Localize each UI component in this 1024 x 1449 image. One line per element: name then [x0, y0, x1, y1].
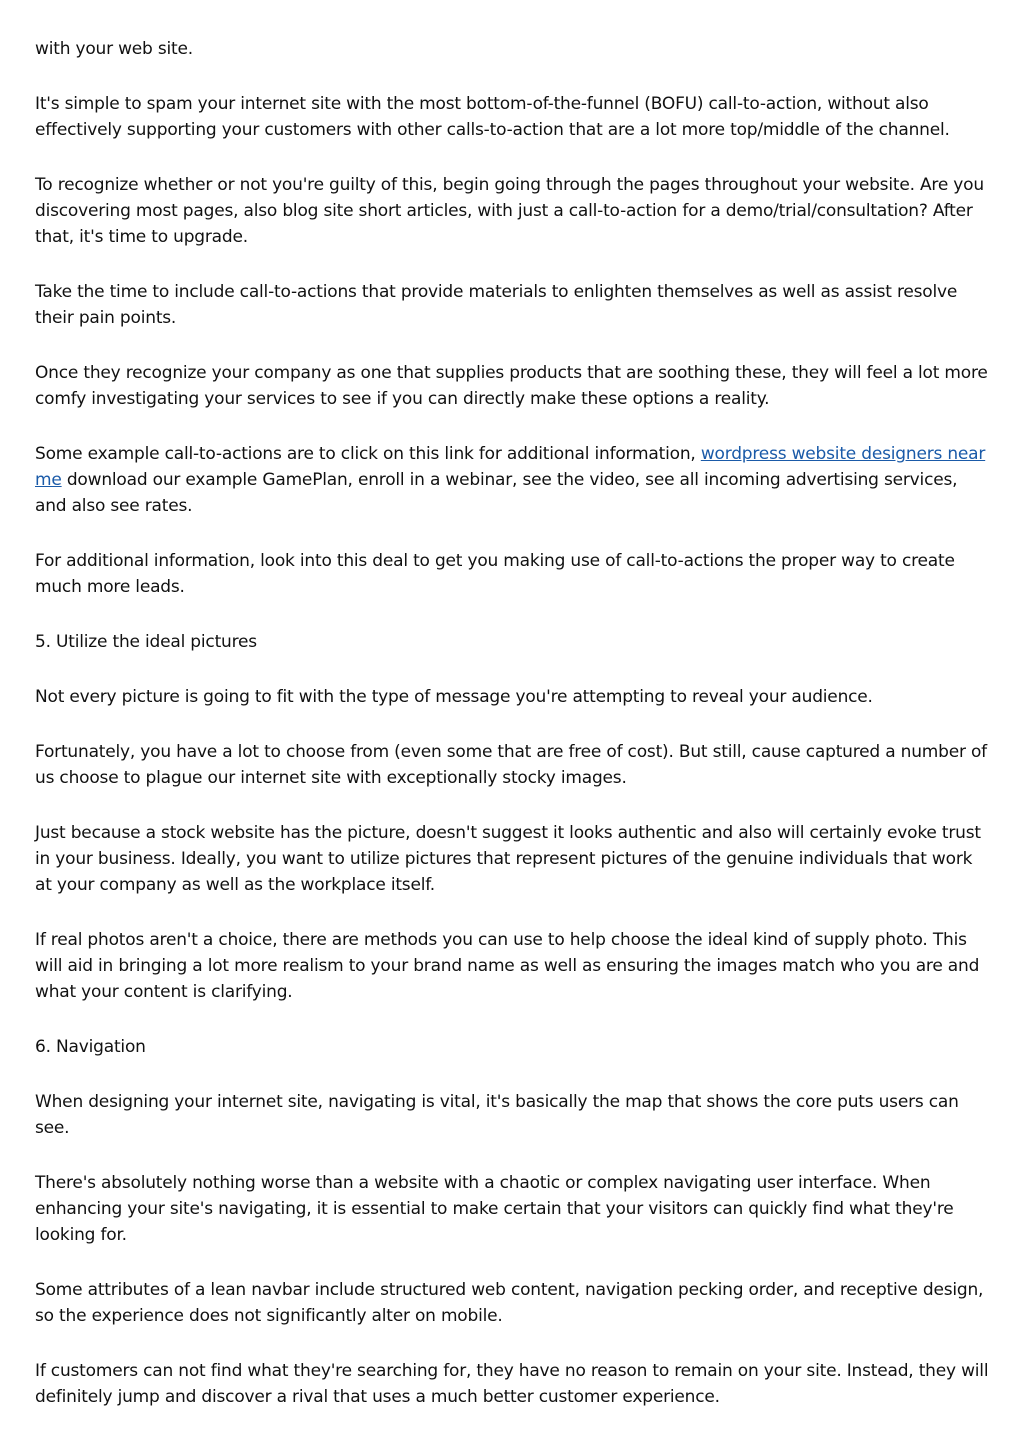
paragraph-real-photos: If real photos aren't a choice, there are methods you can use to help choose the ideal kind of supply photo. This will aid in bringing a lot more realism to your brand name as well as ensuring the images match who you are and what your content is clarifying. — [35, 930, 980, 1002]
example-ctas-text-before: Some example call-to-actions are to click on this link for additional information, — [35, 444, 701, 464]
wordpress-designers-link[interactable]: wordpress website designers near me — [35, 444, 986, 490]
paragraph-stock-images: Fortunately, you have a lot to choose from (even some that are free of cost). But still, cause captured a number of us choose to plague our internet site with exceptionally stocky images. — [35, 742, 987, 788]
paragraph-recognize-company: Once they recognize your company as one that supplies products that are soothing these, they will feel a lot more comfy investigating your services to see if you can directly make these options a reality. — [35, 363, 988, 409]
paragraph-add-ctas: Take the time to include call-to-actions that provide materials to enlighten themselves as well as assist resolve their pain points. — [35, 282, 958, 328]
paragraph-bofu-spam: It's simple to spam your internet site with the most bottom-of-the-funnel (BOFU) call-to-action, without also effectively supporting your customers with other calls-to-action that are a lot more top/middle of the channel. — [35, 94, 950, 140]
paragraph-intro-end: with your web site. — [35, 39, 193, 59]
paragraph-lean-navbar: Some attributes of a lean navbar include structured web content, navigation pecking order, and receptive design, so the experience does not significantly alter on mobile. — [35, 1280, 984, 1326]
section-heading-pictures: 5. Utilize the ideal pictures — [35, 632, 257, 652]
section-heading-navigation: 6. Navigation — [35, 1037, 146, 1057]
paragraph-not-every-picture: Not every picture is going to fit with the type of message you're attempting to reveal your audience. — [35, 687, 873, 707]
document-body — [35, 36, 993, 1439]
paragraph-navigation-vital: When designing your internet site, navigating is vital, it's basically the map that shows the core puts users can see. — [35, 1092, 959, 1138]
paragraph-example-ctas — [35, 441, 993, 519]
paragraph-chaotic-navigation: There's absolutely nothing worse than a website with a chaotic or complex navigating user interface. When enhancing your site's navigating, it is essential to make certain that your visitors can quickly find what they're looking for. — [35, 1173, 954, 1245]
paragraph-recognize-guilt: To recognize whether or not you're guilty of this, begin going through the pages throughout your website. Are you discovering most pages, also blog site short articles, with just a call-to-action for a demo/trial/consultation? After that, it's time to upgrade. — [35, 175, 984, 247]
paragraph-customer-experience: If customers can not find what they're searching for, they have no reason to remain on your site. Instead, they will definitely jump and discover a rival that uses a much better customer experience. — [35, 1361, 989, 1407]
paragraph-authentic-pictures: Just because a stock website has the picture, doesn't suggest it looks authentic and also will certainly evoke trust in your business. Ideally, you want to utilize pictures that represent pictures of the genuine individuals that work at your company as well as the workplace itself. — [35, 823, 981, 895]
paragraph-additional-info: For additional information, look into this deal to get you making use of call-to-actions the proper way to create much more leads. — [35, 551, 955, 597]
example-ctas-text-after: download our example GamePlan, enroll in a webinar, see the video, see all incoming advertising services, and also see rates. — [35, 470, 958, 516]
